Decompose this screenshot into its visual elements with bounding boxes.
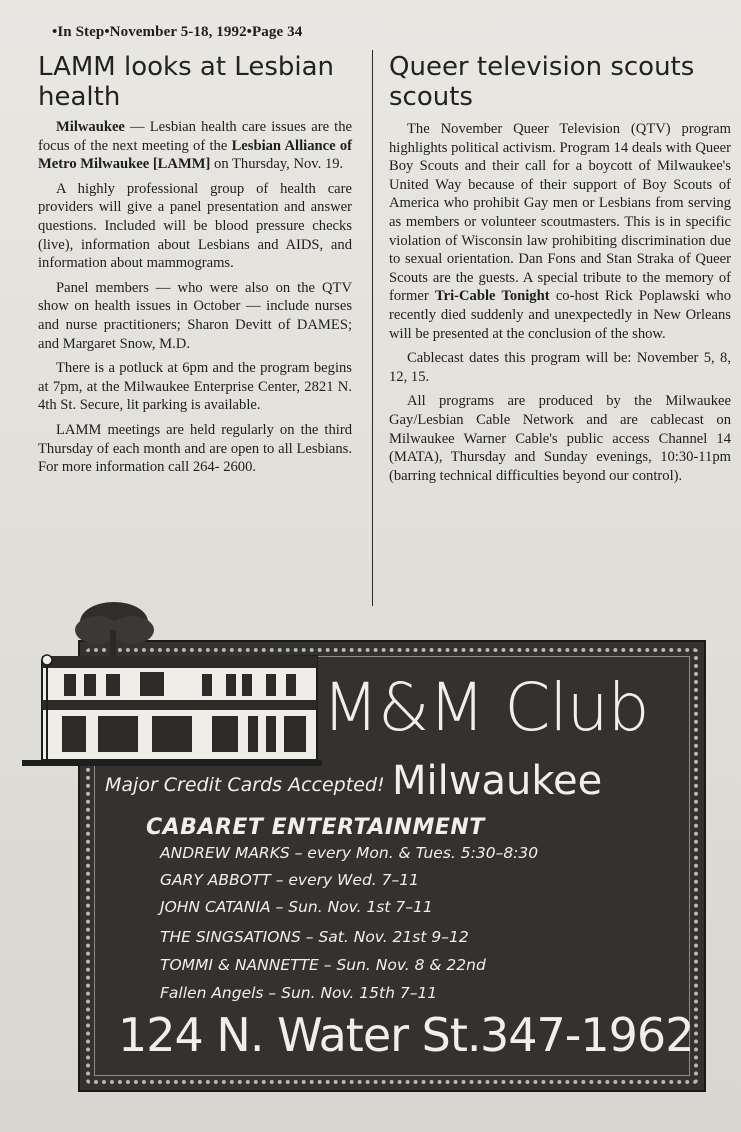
lamm-paragraph-3: Panel members — who were also on the QTV show on health issues in October — include nurses and nurse practitioners; Sharon Devitt of DAMES; and Margaret Snow, M.D. <box>38 279 352 352</box>
act-line-2: GARY ABBOTT – every Wed. 7–11 <box>160 871 419 889</box>
lamm-paragraph-5: LAMM meetings are held regularly on the third Thursday of each month and are open to all Lesbians. For more information call 264- 2600. <box>38 421 352 476</box>
tree-icon <box>75 602 154 660</box>
lamm-p1-text-a: — Lesbian health care issues are the focus of the next meeting of the <box>38 119 352 154</box>
cabaret-title: CABARET ENTERTAINMENT <box>146 815 485 840</box>
qtv-article <box>389 52 731 491</box>
act-line-6: Fallen Angels – Sun. Nov. 15th 7–11 <box>160 984 438 1002</box>
club-city: Milwaukee <box>392 758 603 804</box>
club-building-illustration <box>22 600 322 768</box>
lamm-org-name: Lesbian Alliance of Metro Milwaukee [LAMM] <box>38 137 352 173</box>
lamm-article <box>38 52 352 483</box>
club-name: M&M Club <box>322 669 649 746</box>
club-address: 124 N. Water St. <box>118 1008 481 1062</box>
lamm-paragraph-2: A highly professional group of health care providers will give a panel presentation and answer questions. Included will be blood pressure checks (live), information about Lesbians and AIDS, and information about mammograms. <box>38 180 352 272</box>
qtv-paragraph-2: Cablecast dates this program will be: November 5, 8, 12, 15. <box>389 350 731 385</box>
qtv-headline: Queer television scouts scouts <box>389 52 695 112</box>
act-line-3: JOHN CATANIA – Sun. Nov. 1st 7–11 <box>160 898 433 916</box>
lamm-paragraph-1 <box>38 118 352 174</box>
column-divider <box>372 50 373 606</box>
lamm-headline: LAMM looks at Lesbian health <box>38 52 335 112</box>
act-line-4: THE SINGSATIONS – Sat. Nov. 21st 9–12 <box>160 928 469 946</box>
qtv-paragraph-1 <box>389 120 731 343</box>
qtv-show-name: Tri-Cable Tonight <box>434 288 550 305</box>
qtv-paragraph-3: All programs are produced by the Milwaukee Gay/Lesbian Cable Network and are cablecast on Milwaukee Warner Cable's public access Channel 14 (MATA), Thursday and Sunday evenings, 10:30-11pm (barring technical difficulties beyond our control). <box>389 393 731 484</box>
credit-cards-note: Major Credit Cards Accepted! <box>105 774 385 796</box>
qtv-p1-text-b: co-host Rick Poplawski who recently died suddenly and unexpectedly in New Orleans will be presented at the conclusion of the show. <box>389 288 732 342</box>
lamm-dateline-city: Milwaukee <box>56 119 125 135</box>
page-dateline: •In Step•November 5-18, 1992•Page 34 <box>52 24 303 40</box>
club-phone: 347-1962 <box>480 1008 694 1062</box>
lamm-p1-text-b: on Thursday, Nov. 19. <box>210 156 344 173</box>
qtv-p1-text-a: The November Queer Television (QTV) program highlights political activism. Program 14 deals with Queer Boy Scouts and their call for a boycott of Milwaukee's United Way because of their support of Boy Scouts of America who prohibit Gay men or Lesbians from serving as members or volunteer scoutmasters. This is in specific violation of Wisconsin law prohibiting discrimination due to sexual orientation. Dan Fons and Stan Straka of Queer Scouts are the guests. A special tribute to the memory of former <box>389 121 731 305</box>
act-line-1: ANDREW MARKS – every Mon. & Tues. 5:30–8:30 <box>160 844 539 862</box>
lamm-paragraph-4: There is a potluck at 6pm and the program begins at 7pm, at the Milwaukee Enterprise Center, 2821 N. 4th St. Secure, lit parking is available. <box>38 360 352 414</box>
act-line-5: TOMMI & NANNETTE – Sun. Nov. 8 & 22nd <box>160 956 486 974</box>
